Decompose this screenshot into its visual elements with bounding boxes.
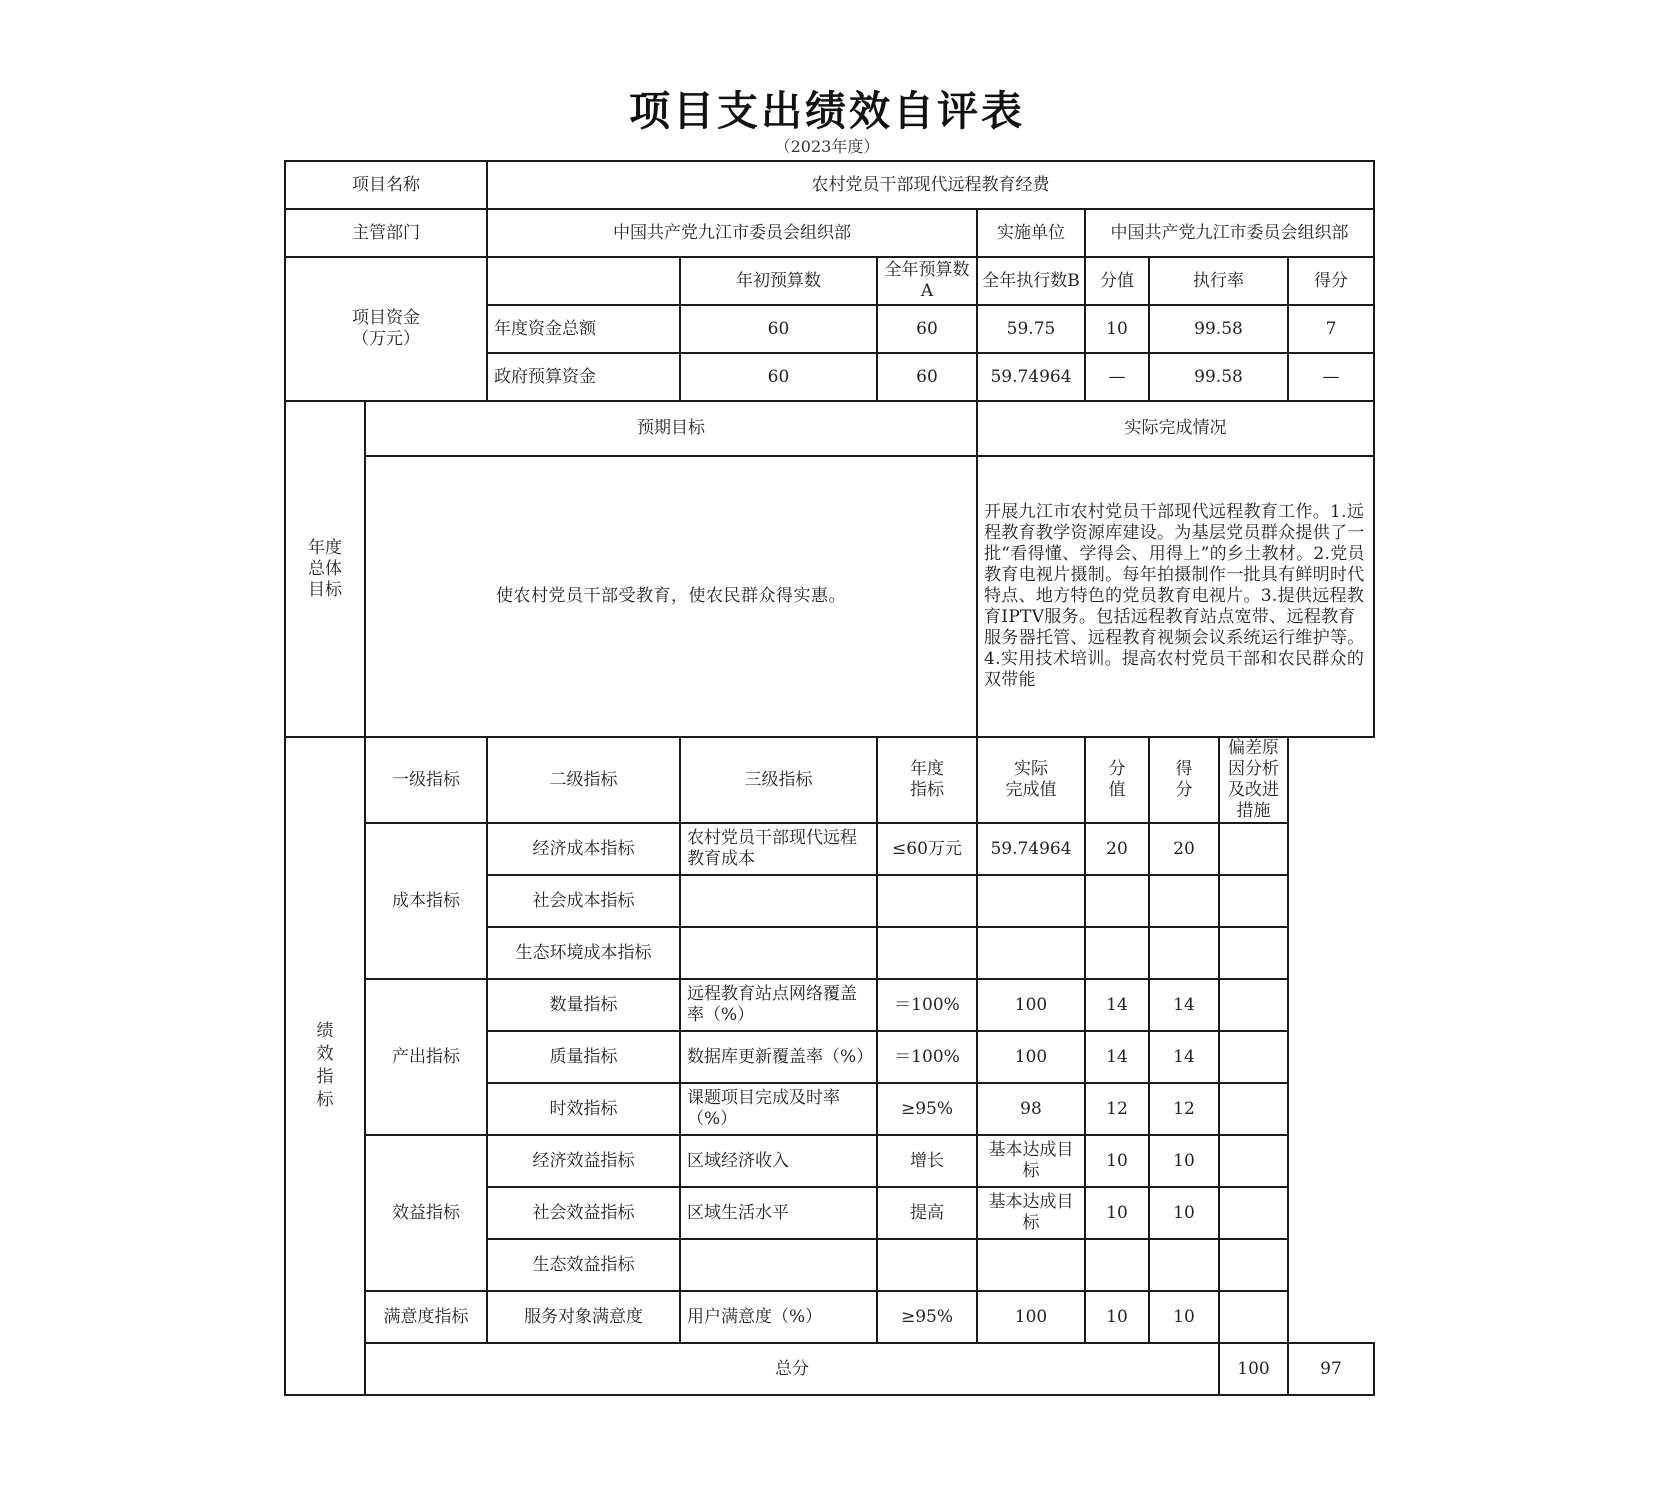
level2-cell: 社会成本指标 [487, 875, 680, 927]
actual-cell [977, 927, 1085, 979]
department-label: 主管部门 [285, 209, 487, 257]
score-cell: 14 [1149, 979, 1219, 1031]
header-actual-value: 实际 完成值 [977, 737, 1085, 823]
score-value-cell [1085, 1239, 1149, 1291]
actual-cell: 98 [977, 1083, 1085, 1135]
project-name-row [285, 161, 1374, 209]
actual-cell: 100 [977, 1031, 1085, 1083]
remark-cell [1219, 1187, 1288, 1239]
department-value: 中国共产党九江市委员会组织部 [487, 209, 977, 257]
funds-score: — [1288, 353, 1374, 401]
actual-cell: 基本达成目标 [977, 1187, 1085, 1239]
level2-cell: 服务对象满意度 [487, 1291, 680, 1343]
indicator-row [285, 1135, 1374, 1187]
funds-header-rate: 执行率 [1149, 257, 1288, 305]
score-value-cell: 10 [1085, 1187, 1149, 1239]
actual-cell: 100 [977, 979, 1085, 1031]
performance-label-text: 绩 效 指 标 [316, 1021, 334, 1110]
funds-label-text: 项目资金 （万元） [352, 308, 420, 349]
target-cell: ≥95% [877, 1291, 977, 1343]
actual-cell: 100 [977, 1291, 1085, 1343]
target-cell: ＝100% [877, 1031, 977, 1083]
score-value-cell: 14 [1085, 1031, 1149, 1083]
funds-row-label: 政府预算资金 [487, 353, 680, 401]
funds-initial: 60 [680, 305, 877, 353]
level2-cell: 经济效益指标 [487, 1135, 680, 1187]
score-cell [1149, 1239, 1219, 1291]
level2-cell: 经济成本指标 [487, 823, 680, 875]
funds-header-annual: 全年预算数A [877, 257, 977, 305]
header-score-value: 分 值 [1085, 737, 1149, 823]
level3-cell [680, 1239, 877, 1291]
target-cell [877, 875, 977, 927]
performance-label [285, 737, 365, 1395]
funds-executed: 59.75 [977, 305, 1085, 353]
remark-cell [1219, 823, 1288, 875]
implementing-unit-value: 中国共产党九江市委员会组织部 [1085, 209, 1374, 257]
target-cell: 增长 [877, 1135, 977, 1187]
score-value-cell: 10 [1085, 1135, 1149, 1187]
score-value-cell [1085, 875, 1149, 927]
total-label: 总分 [365, 1343, 1219, 1395]
header-level3: 三级指标 [680, 737, 877, 823]
goals-header-row [285, 401, 1374, 456]
funds-annual: 60 [877, 353, 977, 401]
funds-row-label: 年度资金总额 [487, 305, 680, 353]
target-cell: ≤60万元 [877, 823, 977, 875]
total-score-value: 100 [1219, 1343, 1288, 1395]
actual-completion-text: 开展九江市农村党员干部现代远程教育工作。1.远程教育教学资源库建设。为基层党员群众提供了一批“看得懂、学得会、用得上”的乡土教材。2.党员教育电视片摄制。每年拍摄制作一批具有鲜明时代特点、地方特色的党员教育电视片。3.提供远程教育IPTV服务。包括远程教育站点宽带、远程教育服务器托管、远程教育视频会议系统运行维护等。4.实用技术培训。提高农村党员干部和农民群众的双带能 [977, 456, 1374, 737]
level3-cell [680, 875, 877, 927]
funds-score: 7 [1288, 305, 1374, 353]
level3-cell: 用户满意度（%） [680, 1291, 877, 1343]
remark-cell [1219, 927, 1288, 979]
score-cell: 10 [1149, 1135, 1219, 1187]
page-title: 项目支出绩效自评表 [629, 87, 1025, 135]
expected-goal-header: 预期目标 [365, 401, 977, 456]
funds-annual: 60 [877, 305, 977, 353]
implementing-unit-label: 实施单位 [977, 209, 1085, 257]
remark-cell [1219, 1031, 1288, 1083]
funds-label [285, 257, 487, 401]
level3-cell: 数据库更新覆盖率（%） [680, 1031, 877, 1083]
funds-blank-header [487, 257, 680, 305]
level1-cost: 成本指标 [365, 823, 487, 979]
score-value-cell: 14 [1085, 979, 1149, 1031]
header-annual-target: 年度 指标 [877, 737, 977, 823]
score-cell: 12 [1149, 1083, 1219, 1135]
funds-score-value: — [1085, 353, 1149, 401]
goals-label [285, 401, 365, 737]
funds-header-initial: 年初预算数 [680, 257, 877, 305]
target-cell: 提高 [877, 1187, 977, 1239]
funds-header-row [285, 257, 1374, 305]
indicator-row [285, 1291, 1374, 1343]
level3-cell: 课题项目完成及时率（%） [680, 1083, 877, 1135]
score-cell [1149, 875, 1219, 927]
score-value-cell: 10 [1085, 1291, 1149, 1343]
funds-initial: 60 [680, 353, 877, 401]
level2-cell: 数量指标 [487, 979, 680, 1031]
score-value-cell: 20 [1085, 823, 1149, 875]
actual-cell: 59.74964 [977, 823, 1085, 875]
level3-cell: 区域生活水平 [680, 1187, 877, 1239]
funds-rate: 99.58 [1149, 353, 1288, 401]
remark-cell [1219, 979, 1288, 1031]
remark-cell [1219, 1291, 1288, 1343]
report-year: （2023年度） [774, 137, 880, 156]
level1-satisfaction: 满意度指标 [365, 1291, 487, 1343]
target-cell [877, 927, 977, 979]
project-name-value: 农村党员干部现代远程教育经费 [487, 161, 1374, 209]
level2-cell: 时效指标 [487, 1083, 680, 1135]
total-row [285, 1343, 1374, 1395]
level3-cell: 农村党员干部现代远程教育成本 [680, 823, 877, 875]
target-cell: ＝100% [877, 979, 977, 1031]
level3-cell [680, 927, 877, 979]
level3-cell: 远程教育站点网络覆盖率（%） [680, 979, 877, 1031]
level1-benefit: 效益指标 [365, 1135, 487, 1291]
level2-cell: 质量指标 [487, 1031, 680, 1083]
indicator-row [285, 979, 1374, 1031]
expected-goal-text: 使农村党员干部受教育，使农民群众得实惠。 [365, 456, 977, 737]
funds-header-score: 得分 [1288, 257, 1374, 305]
score-cell: 10 [1149, 1187, 1219, 1239]
funds-executed: 59.74964 [977, 353, 1085, 401]
actual-completion-header: 实际完成情况 [977, 401, 1374, 456]
actual-cell [977, 1239, 1085, 1291]
score-cell: 10 [1149, 1291, 1219, 1343]
actual-cell: 基本达成目标 [977, 1135, 1085, 1187]
goals-content-row [285, 456, 1374, 737]
indicator-row [285, 823, 1374, 875]
level3-cell: 区域经济收入 [680, 1135, 877, 1187]
score-cell: 14 [1149, 1031, 1219, 1083]
level1-output: 产出指标 [365, 979, 487, 1135]
score-cell [1149, 927, 1219, 979]
actual-cell [977, 875, 1085, 927]
score-cell: 20 [1149, 823, 1219, 875]
level2-cell: 社会效益指标 [487, 1187, 680, 1239]
funds-header-executed: 全年执行数B [977, 257, 1085, 305]
goals-label-text: 年度 总体 目标 [308, 537, 342, 600]
score-value-cell: 12 [1085, 1083, 1149, 1135]
self-evaluation-table [284, 160, 1375, 1396]
department-row [285, 209, 1374, 257]
funds-rate: 99.58 [1149, 305, 1288, 353]
target-cell: ≥95% [877, 1083, 977, 1135]
header-score: 得 分 [1149, 737, 1219, 823]
project-name-label: 项目名称 [285, 161, 487, 209]
level2-cell: 生态效益指标 [487, 1239, 680, 1291]
total-score: 97 [1288, 1343, 1374, 1395]
remark-cell [1219, 875, 1288, 927]
remark-cell [1219, 1239, 1288, 1291]
level2-cell: 生态环境成本指标 [487, 927, 680, 979]
indicator-header-row [285, 737, 1374, 823]
score-value-cell [1085, 927, 1149, 979]
remark-cell [1219, 1135, 1288, 1187]
header-level1: 一级指标 [365, 737, 487, 823]
target-cell [877, 1239, 977, 1291]
header-deviation-analysis: 偏差原因分析 及改进措施 [1219, 737, 1288, 823]
funds-score-value: 10 [1085, 305, 1149, 353]
funds-header-score-value: 分值 [1085, 257, 1149, 305]
header-level2: 二级指标 [487, 737, 680, 823]
remark-cell [1219, 1083, 1288, 1135]
